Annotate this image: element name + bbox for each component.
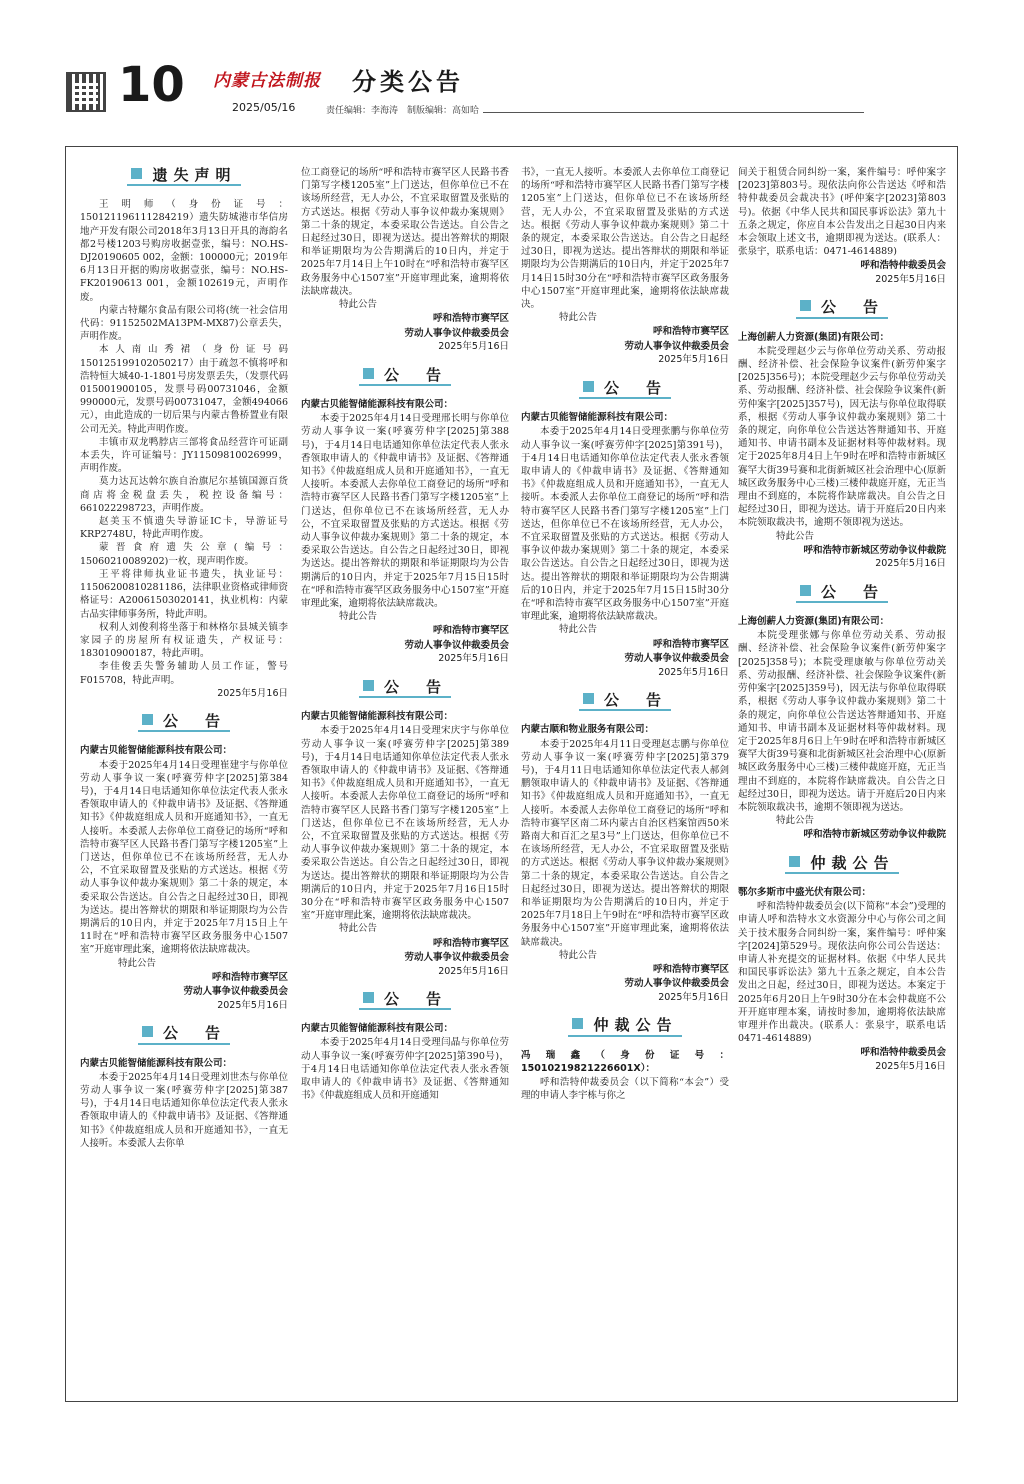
section-heading: 公 告 xyxy=(521,381,729,399)
square-bullet-icon xyxy=(142,1026,153,1037)
square-bullet-icon xyxy=(583,381,594,392)
square-bullet-icon xyxy=(572,1018,583,1029)
lost-item: 内蒙古特耀尔食品有限公司将(统一社会信用代码：91152502MA13PM-MX87)公章丢失，声明作废。 xyxy=(80,304,288,343)
notice-closing: 特此公告 xyxy=(118,957,157,969)
notice-signature: 呼和浩特市赛罕区 xyxy=(652,326,729,338)
notice-closing: 特此公告 xyxy=(776,530,815,542)
page-header xyxy=(0,0,1024,130)
square-bullet-icon xyxy=(131,168,142,179)
section-heading: 公 告 xyxy=(301,368,509,386)
square-bullet-icon xyxy=(363,680,374,691)
lost-item: 丰镇市双龙鸭脖店三部将食品经营许可证副本丢失，许可证编号：JY11509810026999，声明作废。 xyxy=(80,436,288,475)
notice-signature: 劳动人事争议仲裁委员会 xyxy=(404,952,509,964)
lost-item: 王明师（身份证号：150121196111284219）遗失防城港市华信房地产开发有限公司2018年3月13日开具的海韵名都2号楼1203号购房收据壹张，编号：NO.HS-DJ20190605 002，金额：100000元；2019年6月13日开据的购房收据壹张，编号：NO.HS-FK20190613 001，金额102619元，声明作废。 xyxy=(80,199,288,303)
notice-date: 2025年5月16日 xyxy=(217,687,288,699)
notice-body: 本委于2025年4月14日受理邢长明与你单位劳动人事争议一案(呼赛劳仲字[2025]第388号)，于4月14日电话通知你单位法定代表人张永香领取申请人的《仲裁申请书》及证据、《答辩通知书》《仲裁庭组成人员和开庭通知书》，一直无人接听。本委派人去你单位工商登记的场所“呼和浩特市赛罕区人民路书香门第写字楼1205室”上门送达，但你单位已不在该场所经营，无人办公，不宜采取留置及张贴的方式送达。根据《劳动人事争议仲裁办案规则》第二十条的规定，本委采取公告送达。自公告之日起经过30日，即视为送达。提出答辩状的期限和举证期限均为公告期满后的10日内，并定于2025年7月15日15时在“呼和浩特市赛罕区政务服务中心1507室”开庭审理此案，逾期将依法缺席裁决。 xyxy=(301,413,509,609)
column-3 xyxy=(521,166,729,1102)
editor-credits: 责任编辑：李海涛 制版编辑：高如哈 xyxy=(326,106,480,116)
notice-date: 2025年5月16日 xyxy=(438,653,509,665)
notice-recipient: 内蒙古贝能智储能源科技有限公司： xyxy=(301,1023,454,1035)
lost-item: 赵美玉不慎遗失导游证IC卡，导游证号KRP2748U，特此声明作废。 xyxy=(80,516,288,541)
notice-date: 2025年5月16日 xyxy=(438,341,509,353)
column-1 xyxy=(80,166,288,1150)
lost-item: 蒙晋食府遗失公章(编号：15060210089202)一枚，现声明作废。 xyxy=(80,542,288,567)
section-title: 分类公告 xyxy=(352,67,464,96)
notice-recipient: 内蒙古贝能智储能源科技有限公司： xyxy=(301,398,454,410)
notice-closing: 特此公告 xyxy=(339,299,378,311)
notice-date: 2025年5月16日 xyxy=(875,1060,946,1072)
notice-signature: 劳动人事争议仲裁委员会 xyxy=(404,639,509,651)
section-heading: 公 告 xyxy=(301,680,509,698)
notice-body: 位工商登记的场所“呼和浩特市赛罕区人民路书香门第写字楼1205室”上门送达，但你单位已不在该场所经营，无人办公，不宜采取留置及张贴的方式送达。根据《劳动人事争议仲裁办案规则》第二十条的规定，本委采取公告送达。自公告之日起经过30日，即视为送达。提出答辩状的期限和举证期限均为公告期满后的10日内，并定于2025年7月14日上午10时在“呼和浩特市赛罕区政务服务中心1507室”开庭审理此案，逾期将依法缺席裁决。 xyxy=(301,167,509,297)
square-bullet-icon xyxy=(583,693,594,704)
notice-date: 2025年5月16日 xyxy=(658,991,729,1003)
notice-date: 2025年5月16日 xyxy=(875,558,946,570)
notice-closing: 特此公告 xyxy=(559,624,598,636)
notice-body: 本委于2025年4月14日受理刘世杰与你单位劳动人事争议一案(呼赛劳仲字[2025]第387号)，于4月14日电话通知你单位法定代表人张永香领取申请人的《仲裁申请书》及证据、《答辩通知书》《仲裁庭组成人员和开庭通知书》，一直无人接听。本委派人去你单 xyxy=(80,1071,288,1149)
notice-recipient: 内蒙古贝能智储能源科技有限公司： xyxy=(521,412,674,424)
section-heading: 公 告 xyxy=(738,300,946,318)
notice-closing: 特此公告 xyxy=(776,815,815,827)
notice-closing: 特此公告 xyxy=(559,312,598,324)
square-bullet-icon xyxy=(789,856,800,867)
notice-body: 本委于2025年4月14日受理宋庆宇与你单位劳动人事争议一案(呼赛劳仲字[2025]第389号)，于4月14日电话通知你单位法定代表人张永香领取申请人的《仲裁申请书》及证据、《答辩通知书》《仲裁庭组成人员和开庭通知书》，一直无人接听。本委派人去你单位工商登记的场所“呼和浩特市赛罕区人民路书香门第写字楼1205室”上门送达，但你单位已不在该场所经营，无人办公，不宜采取留置及张贴的方式送达。根据《劳动人事争议仲裁办案规则》第二十条的规定，本委采取公告送达。自公告之日起经过30日，即视为送达。提出答辩状的期限和举证期限均为公告期满后的10日内，并定于2025年7月16日15时30分在“呼和浩特市赛罕区政务服务中心1507室”开庭审理此案，逾期将依法缺席裁决。 xyxy=(301,725,509,922)
header-rule xyxy=(483,112,864,113)
notice-date: 2025年5月16日 xyxy=(658,666,729,678)
notice-signature: 呼和浩特市新城区劳动争议仲裁院 xyxy=(803,544,946,556)
notice-body: 本院受理赵少云与你单位劳动关系、劳动报酬、经济补偿、社会保险争议案件(新劳仲案字[2025]356号)；本院受理赵少云与你单位劳动关系、劳动报酬、经济补偿、社会保险争议案件(新劳仲案字[2025]357号)，因无法与你单位取得联系，根据《劳动人事争议仲裁办案规则》第二十条的规定，向你单位公告送达答辩通知书、开庭通知书、申请书副本及证据材料等仲裁材料。现定于2025年8月4日上午9时在呼和浩特市新城区赛罕大街39号赛和北街新城区社会治理中心(原新城区政务服务中心三楼)三楼仲裁庭开庭，无正当理由不到庭的，本院将作缺席裁决。自公告之日起经过30日，即视为送达。请于开庭后20日内来本院领取裁决书，逾期不领即视为送达。 xyxy=(738,345,946,529)
column-4 xyxy=(738,166,946,1087)
notice-signature: 呼和浩特市赛罕区 xyxy=(432,937,509,949)
section-heading: 仲裁公告 xyxy=(738,856,946,874)
notice-date: 2025年5月16日 xyxy=(438,965,509,977)
qr-code-icon xyxy=(66,72,106,112)
notice-recipient: 内蒙古顺和物业服务有限公司： xyxy=(521,724,655,736)
section-heading: 公 告 xyxy=(738,585,946,603)
notice-body: 呼和浩特仲裁委员会(以下简称“本会”)受理的申请人呼和浩特水文水资源分中心与你公司之间关于技术服务合同纠纷一案，案件编号：呼仲案字[2024]第529号。现依法向你公司公告送达：申请人补充提交的证据材料。依据《中华人民共和国民事诉讼法》第九十五条之规定，自本公告发出之日起，经过30日，即视为送达。本案定于2025年6月20日上午9时30分在本会仲裁庭不公开开庭审理本案，请按时参加，逾期将依法缺席审理并作出裁决。(联系人：张泉宇，联系电话0471-4614889) xyxy=(738,901,946,1045)
notice-body: 本委于2025年4月14日受理崔建宇与你单位劳动人事争议一案(呼赛劳仲字[2025]第384号)，于4月14日电话通知你单位法定代表人张永香领取申请人的《仲裁申请书》及证据、《答辩通知书》《仲裁庭组成人员和开庭通知书》，一直无人接听。本委派人去你单位工商登记的场所“呼和浩特市赛罕区人民路书香门第写字楼1205室”上门送达，但你单位已不在该场所经营，无人办公，不宜采取留置及张贴的方式送达。根据《劳动人事争议仲裁办案规则》第二十条的规定，本委采取公告送达。自公告之日起经过30日，即视为送达。提出答辩状的期限和举证期限均为公告期满后的10日内，并定于2025年7月15日上午11时在“呼和浩特市赛罕区政务服务中心1507室”开庭审理此案，逾期将依法缺席裁决。 xyxy=(80,759,288,956)
notice-closing: 特此公告 xyxy=(339,923,378,935)
notice-recipient: 冯瑞鑫（身份证号：15010219821226601X）： xyxy=(521,1049,729,1074)
notice-recipient: 内蒙古贝能智储能源科技有限公司： xyxy=(301,711,454,723)
square-bullet-icon xyxy=(800,585,811,596)
notice-body: 书》，一直无人接听。本委派人去你单位工商登记的场所“呼和浩特市赛罕区人民路书香门第写字楼1205室”上门送达，但你单位已不在该场所经营，无人办公，不宜采取留置及张贴的方式送达。根据《劳动人事争议仲裁办案规则》第二十条的规定，本委采取公告送达。自公告之日起经过30日，即视为送达。提出答辩状的期限和举证期限均为公告期满后的10日内，并定于2025年7月14日15时30分在“呼和浩特市赛罕区政务服务中心1507室”开庭审理此案，逾期将依法缺席裁决。 xyxy=(521,167,729,311)
notice-recipient: 上海创薪人力资源(集团)有限公司： xyxy=(738,616,890,628)
notice-signature: 呼和浩特市赛罕区 xyxy=(432,313,509,325)
notice-signature: 劳动人事争议仲裁委员会 xyxy=(624,978,729,990)
notice-signature: 劳动人事争议仲裁委员会 xyxy=(624,340,729,352)
notice-date: 2025年5月16日 xyxy=(658,354,729,366)
notice-date: 2025年5月16日 xyxy=(875,273,946,285)
lost-item: 李佳俊丢失警务辅助人员工作证，警号F015708，特此声明。 xyxy=(80,661,288,686)
lost-item: 莫力达瓦达斡尔族自治旗尼尔基镇国源百货商店将金税盘丢失，税控设备编号：661022298723，声明作废。 xyxy=(80,476,288,514)
square-bullet-icon xyxy=(142,714,153,725)
notice-body: 间关于租赁合同纠纷一案，案件编号：呼仲案字[2023]第803号。现依法向你公告送达《呼和浩特仲裁委员会裁决书》(呼仲案字[2023]第803号)。依据《中华人民共和国民事诉讼法》第九十五条之规定，你应自本公告发出之日起30日内来本会领取上述文书，逾期即视为送达。(联系人：张泉宇，联系电话：0471-4614889) xyxy=(738,167,946,258)
notice-body: 本委于2025年4月14日受理闫晶与你单位劳动人事争议一案(呼赛劳仲字[2025]第390号)，于4月14日电话通知你单位法定代表人张永香领取申请人的《仲裁申请书》及证据、《答辩通知书》《仲裁庭组成人员和开庭通知 xyxy=(301,1037,509,1102)
section-heading: 仲裁公告 xyxy=(521,1018,729,1036)
notice-recipient: 内蒙古贝能智储能源科技有限公司： xyxy=(80,745,233,757)
notice-signature: 呼和浩特仲裁委员会 xyxy=(860,260,946,272)
notice-closing: 特此公告 xyxy=(559,949,598,961)
section-heading: 公 告 xyxy=(521,693,729,711)
notice-signature: 呼和浩特市新城区劳动争议仲裁院 xyxy=(803,829,946,841)
notice-recipient: 上海创薪人力资源(集团)有限公司： xyxy=(738,331,890,343)
square-bullet-icon xyxy=(800,300,811,311)
lost-item: 本人南山秀裙（身份证号码150125199102050217）由于疏忽不慎将呼和浩特恒大城40-1-1801号房发票丢失，（发票代码015001900105，发票号码00731046，金额990000元，发票号码00731047，金额494066元），由此造成的一切后果与内蒙古鲁桥置业有限公司无关。特此声明作废。 xyxy=(80,344,288,435)
lost-item: 王平将律师执业证书遗失，执业证号：11506200810281186，法律职业资格或律师资格证号：A20061503020141，执业机构：内蒙古品实律师事务所，特此声明。 xyxy=(80,568,288,620)
notice-signature: 劳动人事争议仲裁委员会 xyxy=(183,986,288,998)
square-bullet-icon xyxy=(363,368,374,379)
notice-signature: 呼和浩特市赛罕区 xyxy=(652,638,729,650)
square-bullet-icon xyxy=(363,992,374,1003)
notice-recipient: 鄂尔多斯市中盛光伏有限公司： xyxy=(738,887,872,899)
section-heading: 公 告 xyxy=(80,714,288,732)
section-heading: 公 告 xyxy=(301,992,509,1010)
notice-signature: 呼和浩特仲裁委员会 xyxy=(860,1047,946,1059)
notice-body: 本院受理张娜与你单位劳动关系、劳动报酬、经济补偿、社会保险争议案件(新劳仲案字[2025]358号)；本院受理康敏与你单位劳动关系、劳动报酬、经济补偿、社会保险争议案件(新劳仲案字[2025]359号)，因无法与你单位取得联系，根据《劳动人事争议仲裁办案规则》第二十条的规定，向你单位公告送达答辩通知书、开庭通知书、申请书副本及证据材料等仲裁材料。现定于2025年8月6日上午9时在呼和浩特市新城区赛罕大街39号赛和北街新城区社会治理中心(原新城区政务服务中心三楼)三楼仲裁庭开庭，无正当理由不到庭的，本院将作缺席裁决。自公告之日起经过30日，即视为送达。请于开庭后20日内来本院领取裁决书，逾期不领即视为送达。 xyxy=(738,630,946,813)
newspaper-logo: 内蒙古法制报 xyxy=(213,71,321,91)
column-2 xyxy=(301,166,509,1102)
notice-signature: 呼和浩特市赛罕区 xyxy=(211,971,288,983)
page-number: 10 xyxy=(118,57,185,113)
lost-item: 权利人刘俊利将坐落于和林格尔县城关镇李家园子的房屋所有权证遗失，产权证号：183010900187，特此声明。 xyxy=(80,621,288,660)
notice-closing: 特此公告 xyxy=(339,611,378,623)
notice-body: 本委于2025年4月14日受理张鹏与你单位劳动人事争议一案(呼赛劳仲字[2025]第391号)，于4月14日电话通知你单位法定代表人张永香领取申请人的《仲裁申请书》及证据、《答辩通知书》《仲裁庭组成人员和开庭通知书》，一直无人接听。本委派人去你单位工商登记的场所“呼和浩特市赛罕区人民路书香门第写字楼1205室”上门送达，但你单位已不在该场所经营，无人办公，不宜采取留置及张贴的方式送达。根据《劳动人事争议仲裁办案规则》第二十条的规定，本委采取公告送达。自公告之日起经过30日，即视为送达。提出答辩状的期限和举证期限均为公告期满后的10日内，并定于2025年7月15日15时30分在“呼和浩特市赛罕区政务服务中心1507室”开庭审理此案，逾期将依法缺席裁决。 xyxy=(521,426,729,623)
notice-recipient: 内蒙古贝能智储能源科技有限公司： xyxy=(80,1057,233,1069)
notice-body: 呼和浩特仲裁委员会（以下简称“本会”）受理的申请人李宇栋与你之 xyxy=(521,1077,729,1102)
notice-signature: 呼和浩特市赛罕区 xyxy=(432,625,509,637)
notice-signature: 劳动人事争议仲裁委员会 xyxy=(624,653,729,665)
notice-signature: 呼和浩特市赛罕区 xyxy=(652,963,729,975)
notice-body: 本委于2025年4月11日受理赵志鹏与你单位劳动人事争议一案(呼赛劳仲字[2025]第379号)，于4月11日电话通知你单位法定代表人郝剑鹏领取申请人的《仲裁申请书》及证据、《答辩通知书》《仲裁庭组成人员和开庭通知书》，一直无人接听。本委派人去你单位工商登记的场所“呼和浩特市赛罕区南二环内蒙古自治区档案馆西50米路南大和百汇之星3号”上门送达，但你单位已不在该场所经营，无人办公，不宜采取留置及张贴的方式送达。根据《劳动人事争议仲裁办案规则》第二十条的规定，本委采取公告送达。自公告之日起经过30日，即视为送达。提出答辩状的期限和举证期限均为公告期满后的10日内，并定于2025年7月18日上午9时在“呼和浩特市赛罕区政务服务中心1507室”开庭审理此案，逾期将依法缺席裁决。 xyxy=(521,738,729,948)
section-heading: 遗失声明 xyxy=(80,168,288,186)
notice-signature: 劳动人事争议仲裁委员会 xyxy=(404,327,509,339)
notice-date: 2025年5月16日 xyxy=(217,999,288,1011)
section-heading: 公 告 xyxy=(80,1026,288,1044)
issue-date: 2025/05/16 xyxy=(232,101,296,114)
